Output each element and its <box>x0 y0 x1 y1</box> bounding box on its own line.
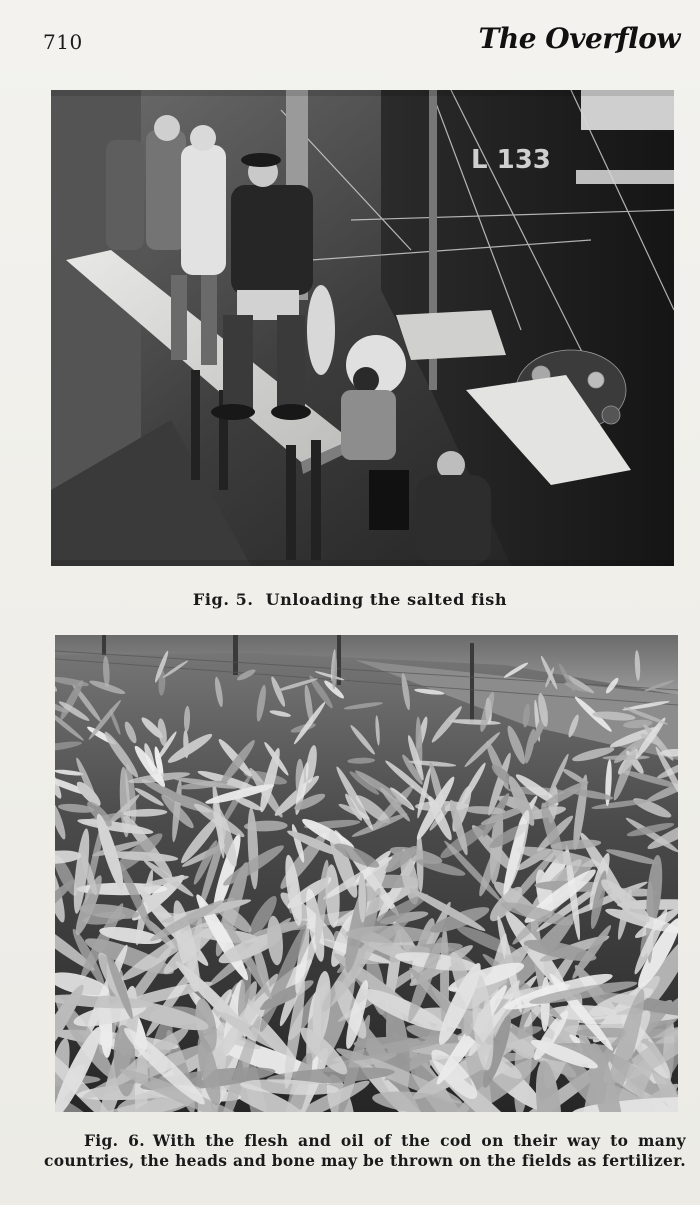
figure-6-label: Fig. 6. <box>84 1131 145 1150</box>
figure-6-caption <box>44 1131 686 1171</box>
figure-5-caption-text: Unloading the salted fish <box>265 590 508 609</box>
photo-unloading-fish <box>51 90 674 566</box>
photo-cod-heads-field <box>55 635 678 1112</box>
hull-number: L 133 <box>471 145 551 175</box>
running-head: The Overflow <box>478 22 680 55</box>
figure-6-caption-text: With the flesh and oil of the cod on their way to many countries, the heads and bone may be thrown on the fields as fertilizer. <box>44 1131 686 1170</box>
figure-5-caption <box>0 590 700 609</box>
photo-cod-heads-field-art <box>55 635 678 1112</box>
page-number: 710 <box>43 30 83 54</box>
photo-unloading-fish-art <box>51 90 674 566</box>
figure-5-label: Fig. 5. <box>192 590 254 609</box>
